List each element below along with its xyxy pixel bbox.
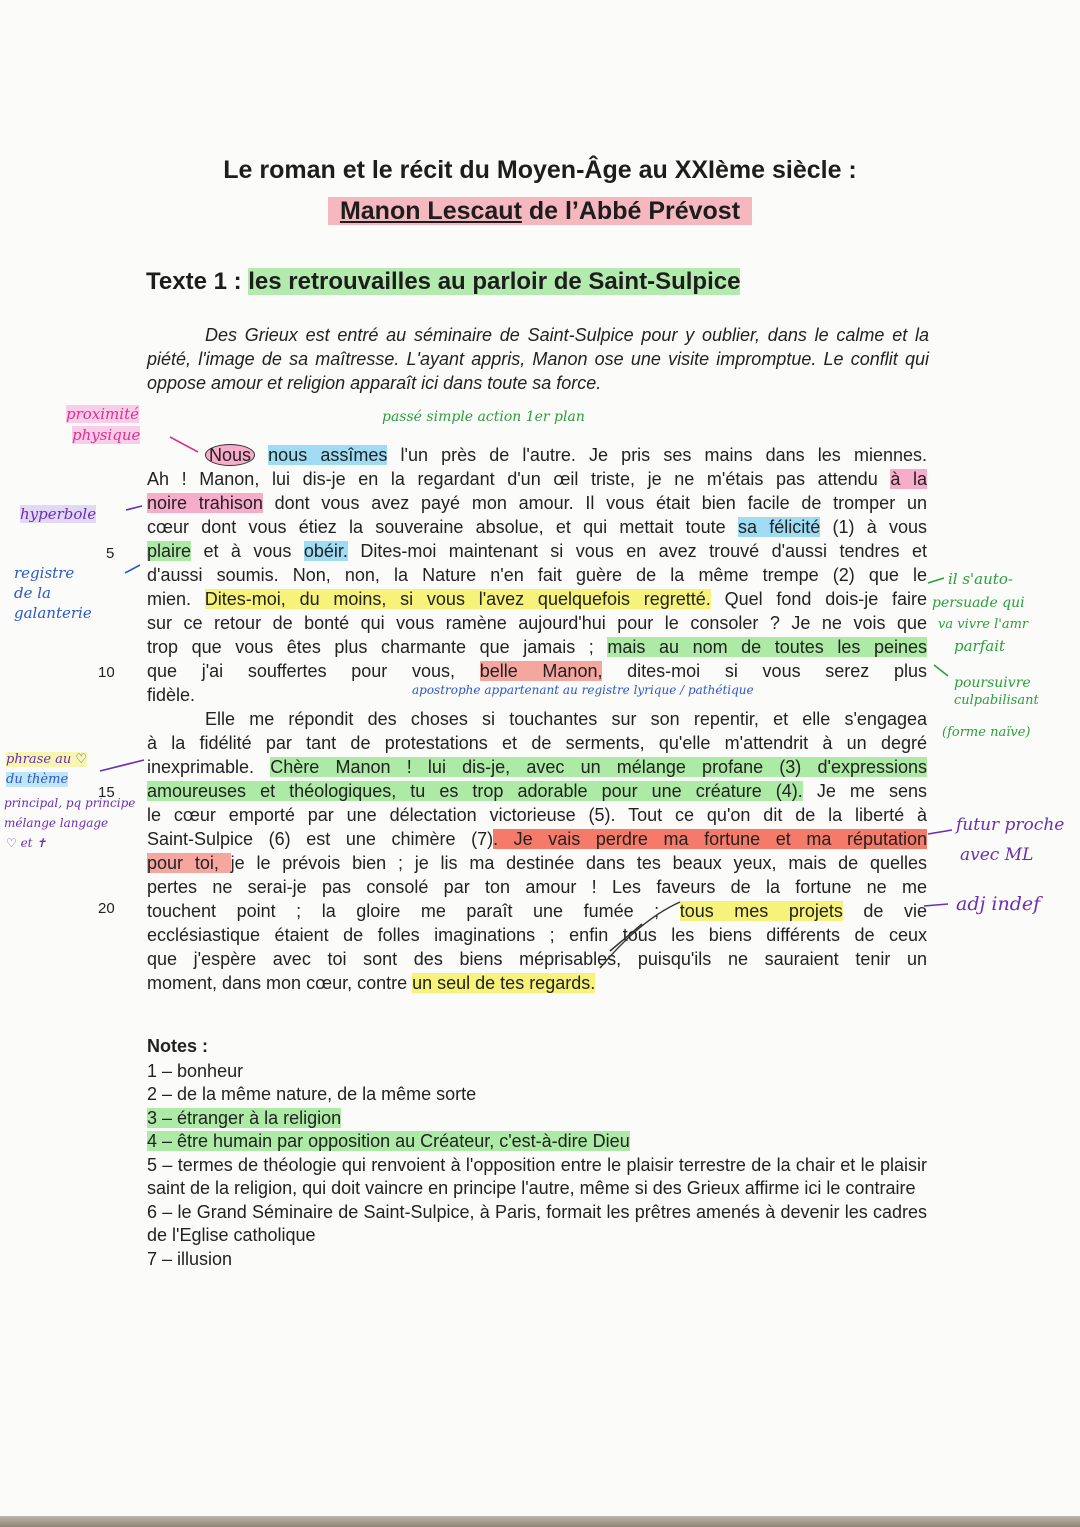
text-line: d'aussi soumis. Non, non, la Nature n'en fait guère de la même trempe (2) que le [147,565,927,585]
note-item: 1 – bonheur [147,1060,244,1081]
text-line: Nous nous assîmes l'un près de l'autre. Je pris ses mains dans les miennes. [147,443,927,467]
annotation-futur: futur proche [956,815,1065,835]
annotation-right: parfait [954,637,1006,655]
annotation-apostrophe: apostrophe appartenant au registre lyrique / pathétique [412,683,754,697]
paper-edge [0,1516,1080,1527]
text-line: trop que vous êtes plus charmante que jamais ; mais au nom de toutes les peines [147,637,927,657]
text-line: mien. Dites-moi, du moins, si vous l'avez quelquefois regretté. Quel fond dois-je faire [147,589,927,609]
text-line: que j'espère avec toi sont des biens méprisables, puisqu'ils ne sauraient tenir un [147,949,927,969]
annotation-phrase: mélange langage [4,816,109,830]
text-line: pour toi, je le prévois bien ; je lis ma destinée dans tes beaux yeux, mais de quelles [147,853,927,873]
text-line: plaire et à vous obéir. Dites-moi maintenant si vous en avez trouvé d'aussi tendres et [147,541,927,561]
text-line: cœur dont vous étiez la souveraine absolue, et qui mettait toute sa félicité (1) à vous [147,517,927,537]
annotation-adj: adj indef [956,893,1041,915]
note-item: 7 – illusion [147,1248,233,1269]
text-line: Elle me répondit des choses si touchantes sur son repentir, et elle s'engagea [205,709,927,729]
text-line: pertes ne serai-je pas consolé par ton amour ! Les faveurs de la fortune ne me [147,877,927,897]
note-item: 4 – être humain par opposition au Créateur, c'est-à-dire Dieu [147,1131,630,1151]
annotation-right: poursuivre [954,675,1031,691]
annotation-phrase: phrase au ♡ [6,752,88,767]
page-title: Le roman et le récit du Moyen-Âge au XXIème siècle : [223,156,857,184]
note-item: 6 – le Grand Séminaire de Saint-Sulpice, à Paris, formait les prêtres amenés à devenir les cadres de l'Eglise catholique [147,1201,927,1245]
annotation-hyperbole: hyperbole [20,505,97,523]
annotation-futur: avec ML [960,845,1034,865]
annotation-phrase: du thème [6,772,69,787]
line-number: 10 [98,664,115,681]
note-item: 3 – étranger à la religion [147,1107,342,1128]
annotation-right: il s'auto- [948,570,1013,588]
annotation-phrase: ♡ et ✝ [6,836,47,850]
intro-paragraph: Des Grieux est entré au séminaire de Saint-Sulpice pour y oublier, dans le calme et la piété, l'image de sa maîtresse. L'ayant appris, Manon ose une visite impromptue. Le conflit qui oppose amour et religion apparaît ici dans toute sa force. [147,325,929,393]
note-item: 2 – de la même nature, de la même sorte [147,1084,477,1104]
text-line: à la fidélité par tant de protestations et de serments, qu'elle m'attendrit à un degré [147,733,927,753]
section-subtitle: les retrouvailles au parloir de Saint-Sulpice [248,268,741,295]
annotation-proximite: proximité [66,405,139,423]
work-name: Manon Lescaut [339,197,522,225]
text-line: que j'ai souffertes pour vous, belle Manon, dites-moi si vous serez plus [147,661,927,681]
text-line: Saint-Sulpice (6) est une chimère (7). Je vais perdre ma fortune et ma réputation [147,829,928,849]
line-number: 15 [98,784,115,801]
annotation-phrase: principal, pq principe [4,796,136,810]
line-number: 20 [98,900,115,917]
section-label: Texte 1 : [146,268,249,295]
notes-section [147,1035,927,1271]
text-line: moment, dans mon cœur, contre un seul de tes regards. [147,973,596,993]
annotation-registre: registre [14,564,75,582]
note-item: 5 – termes de théologie qui renvoient à l'opposition entre le plaisir terrestre de la chair et le plaisir saint de la religion, qui doit vaincre en principe l'autre, même si des Grieux affirme ici le contraire [147,1154,927,1198]
text-line: noire trahison dont vous avez payé mon amour. Il vous était bien facile de tromper un [147,493,927,513]
text-line: inexprimable. Chère Manon ! lui dis-je, avec un mélange profane (3) d'expressions [147,757,927,777]
annotation-right: persuade qui [932,595,1025,611]
line-number: 5 [106,545,115,562]
text-line: fidèle. [147,685,196,705]
text-line: touchent point ; la gloire me paraît une fumée ; tous mes projets de vie [147,901,927,921]
text-line: sur ce retour de bonté qui vous ramène aujourd'hui pour le consoler ? Je ne vois que [147,613,927,633]
annotation-registre: galanterie [14,604,92,622]
annotation-passe-simple: passé simple action 1er plan [382,409,585,425]
annotation-right: culpabilisant [954,693,1039,708]
annotation-right: va vivre l'amr [938,617,1029,632]
text-line: ecclésiastique étaient de folles imaginations ; enfin tous les biens différents de ceux [147,925,927,945]
annotation-physique: physique [72,426,141,444]
work-author: de l’Abbé Prévost [521,197,741,225]
notes-heading: Notes : [147,1036,209,1056]
annotation-right: (forme naïve) [942,725,1031,740]
text-line: le cœur emporté par une délectation victorieuse (5). Tout ce qu'on dit de la liberté à [147,805,927,825]
text-line: amoureuses et théologiques, tu es trop adorable pour une créature (4). Je me sens [147,781,927,801]
annotation-registre: de la [14,584,51,602]
text-line: Ah ! Manon, lui dis-je en la regardant d'un œil triste, je ne m'étais pas attendu à la [147,469,927,489]
